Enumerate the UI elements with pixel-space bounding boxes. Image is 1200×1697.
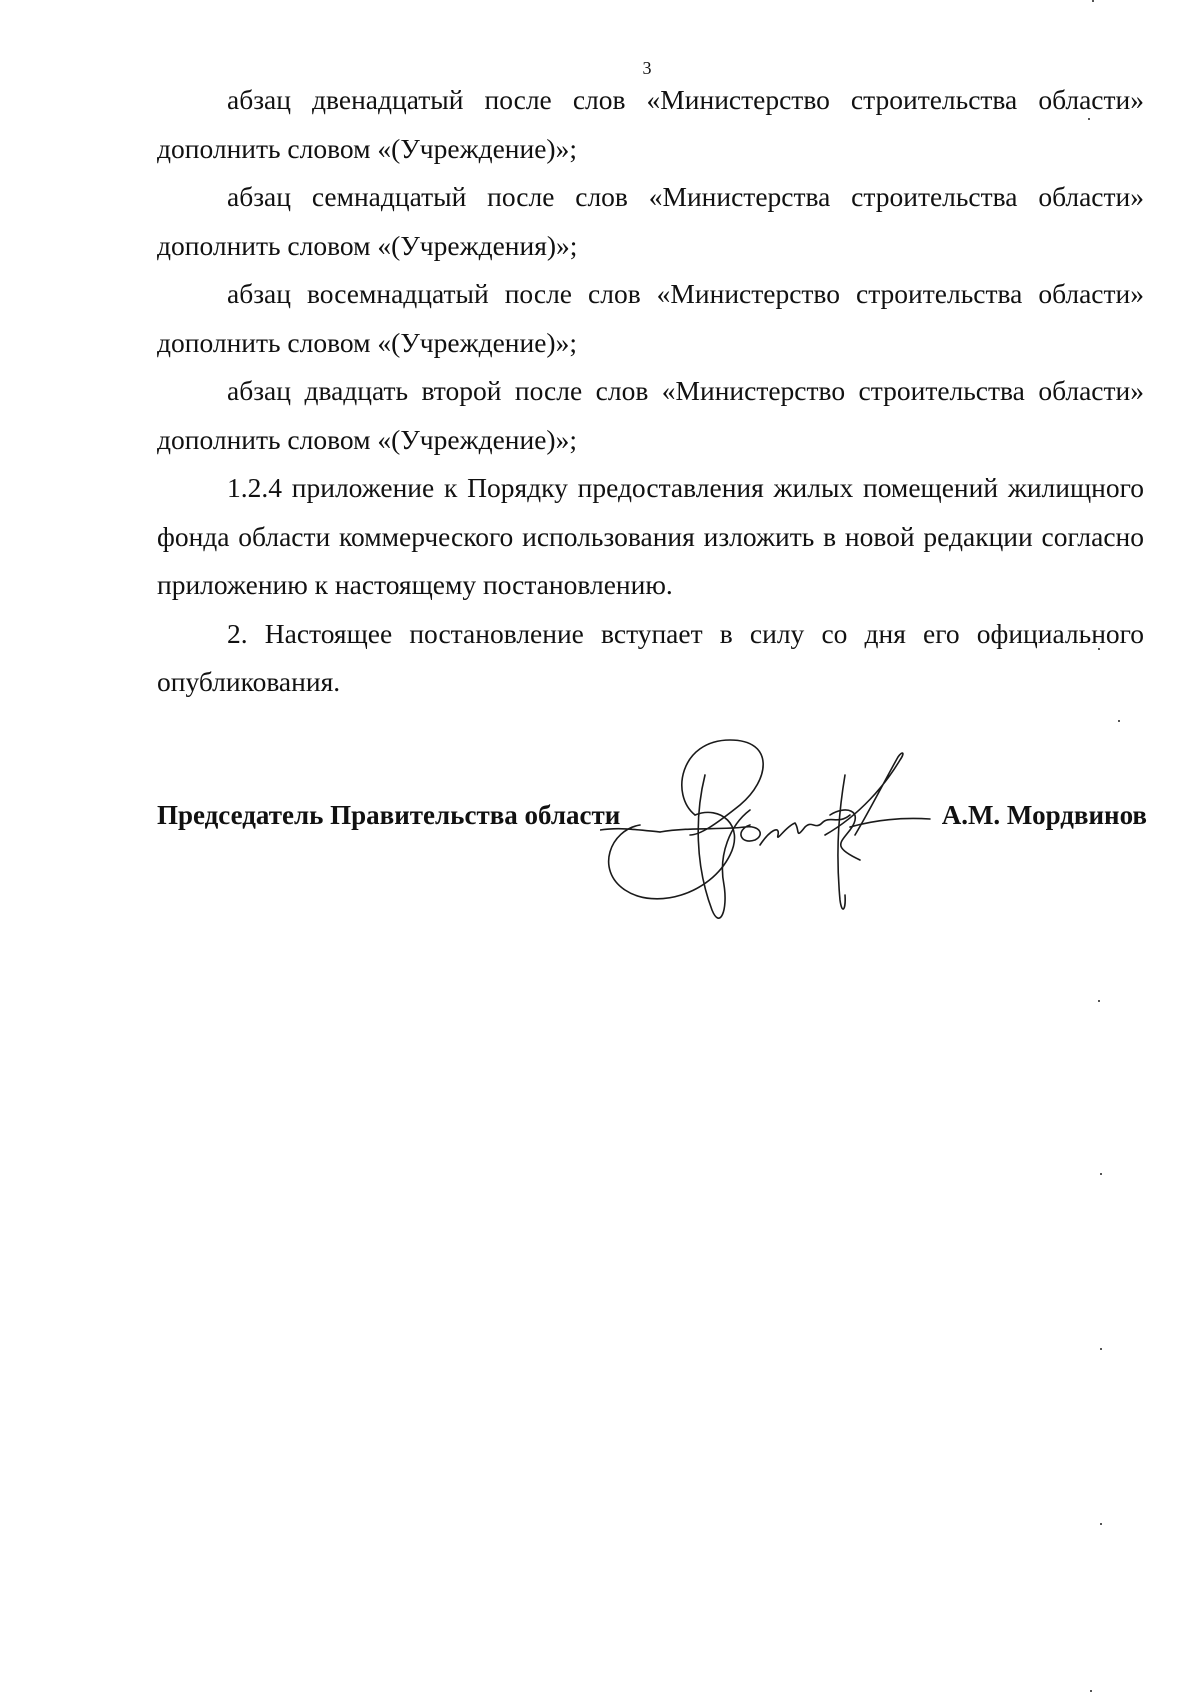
paragraph-3: абзац восемнадцатый после слов «Министерство строительства области» дополнить словом «(Учреждение)»;: [157, 278, 1144, 358]
scan-speck: [1090, 1690, 1092, 1692]
scan-speck: [1098, 648, 1100, 650]
scan-speck: [1118, 720, 1120, 722]
scan-speck: [1088, 118, 1090, 120]
page-number: 3: [642, 58, 652, 78]
signatory-title: Председатель Правительства области: [157, 800, 621, 830]
scan-speck: [1098, 1000, 1100, 1002]
paragraph-2: абзац семнадцатый после слов «Министерства строительства области» дополнить словом «(Учреждения)»;: [157, 181, 1144, 261]
handwritten-signature: [600, 735, 950, 935]
paragraph-4: абзац двадцать второй после слов «Министерство строительства области» дополнить словом «(Учреждение)»;: [157, 375, 1144, 455]
document-body: [157, 76, 1144, 707]
scan-speck: [1092, 0, 1094, 2]
paragraph-6: 2. Настоящее постановление вступает в силу со дня его официального опубликования.: [157, 617, 1144, 697]
paragraph-5: 1.2.4 приложение к Порядку предоставления жилых помещений жилищного фонда области коммерческого использования изложить в новой редакции согласно приложению к настоящему постановлению.: [157, 472, 1144, 600]
scan-speck: [1100, 1348, 1102, 1350]
scan-speck: [1100, 1173, 1102, 1175]
paragraph-1: абзац двенадцатый после слов «Министерство строительства области» дополнить словом «(Учреждение)»;: [157, 84, 1144, 164]
signatory-name: А.М. Мордвинов: [941, 800, 1147, 830]
scan-speck: [1100, 1523, 1102, 1525]
